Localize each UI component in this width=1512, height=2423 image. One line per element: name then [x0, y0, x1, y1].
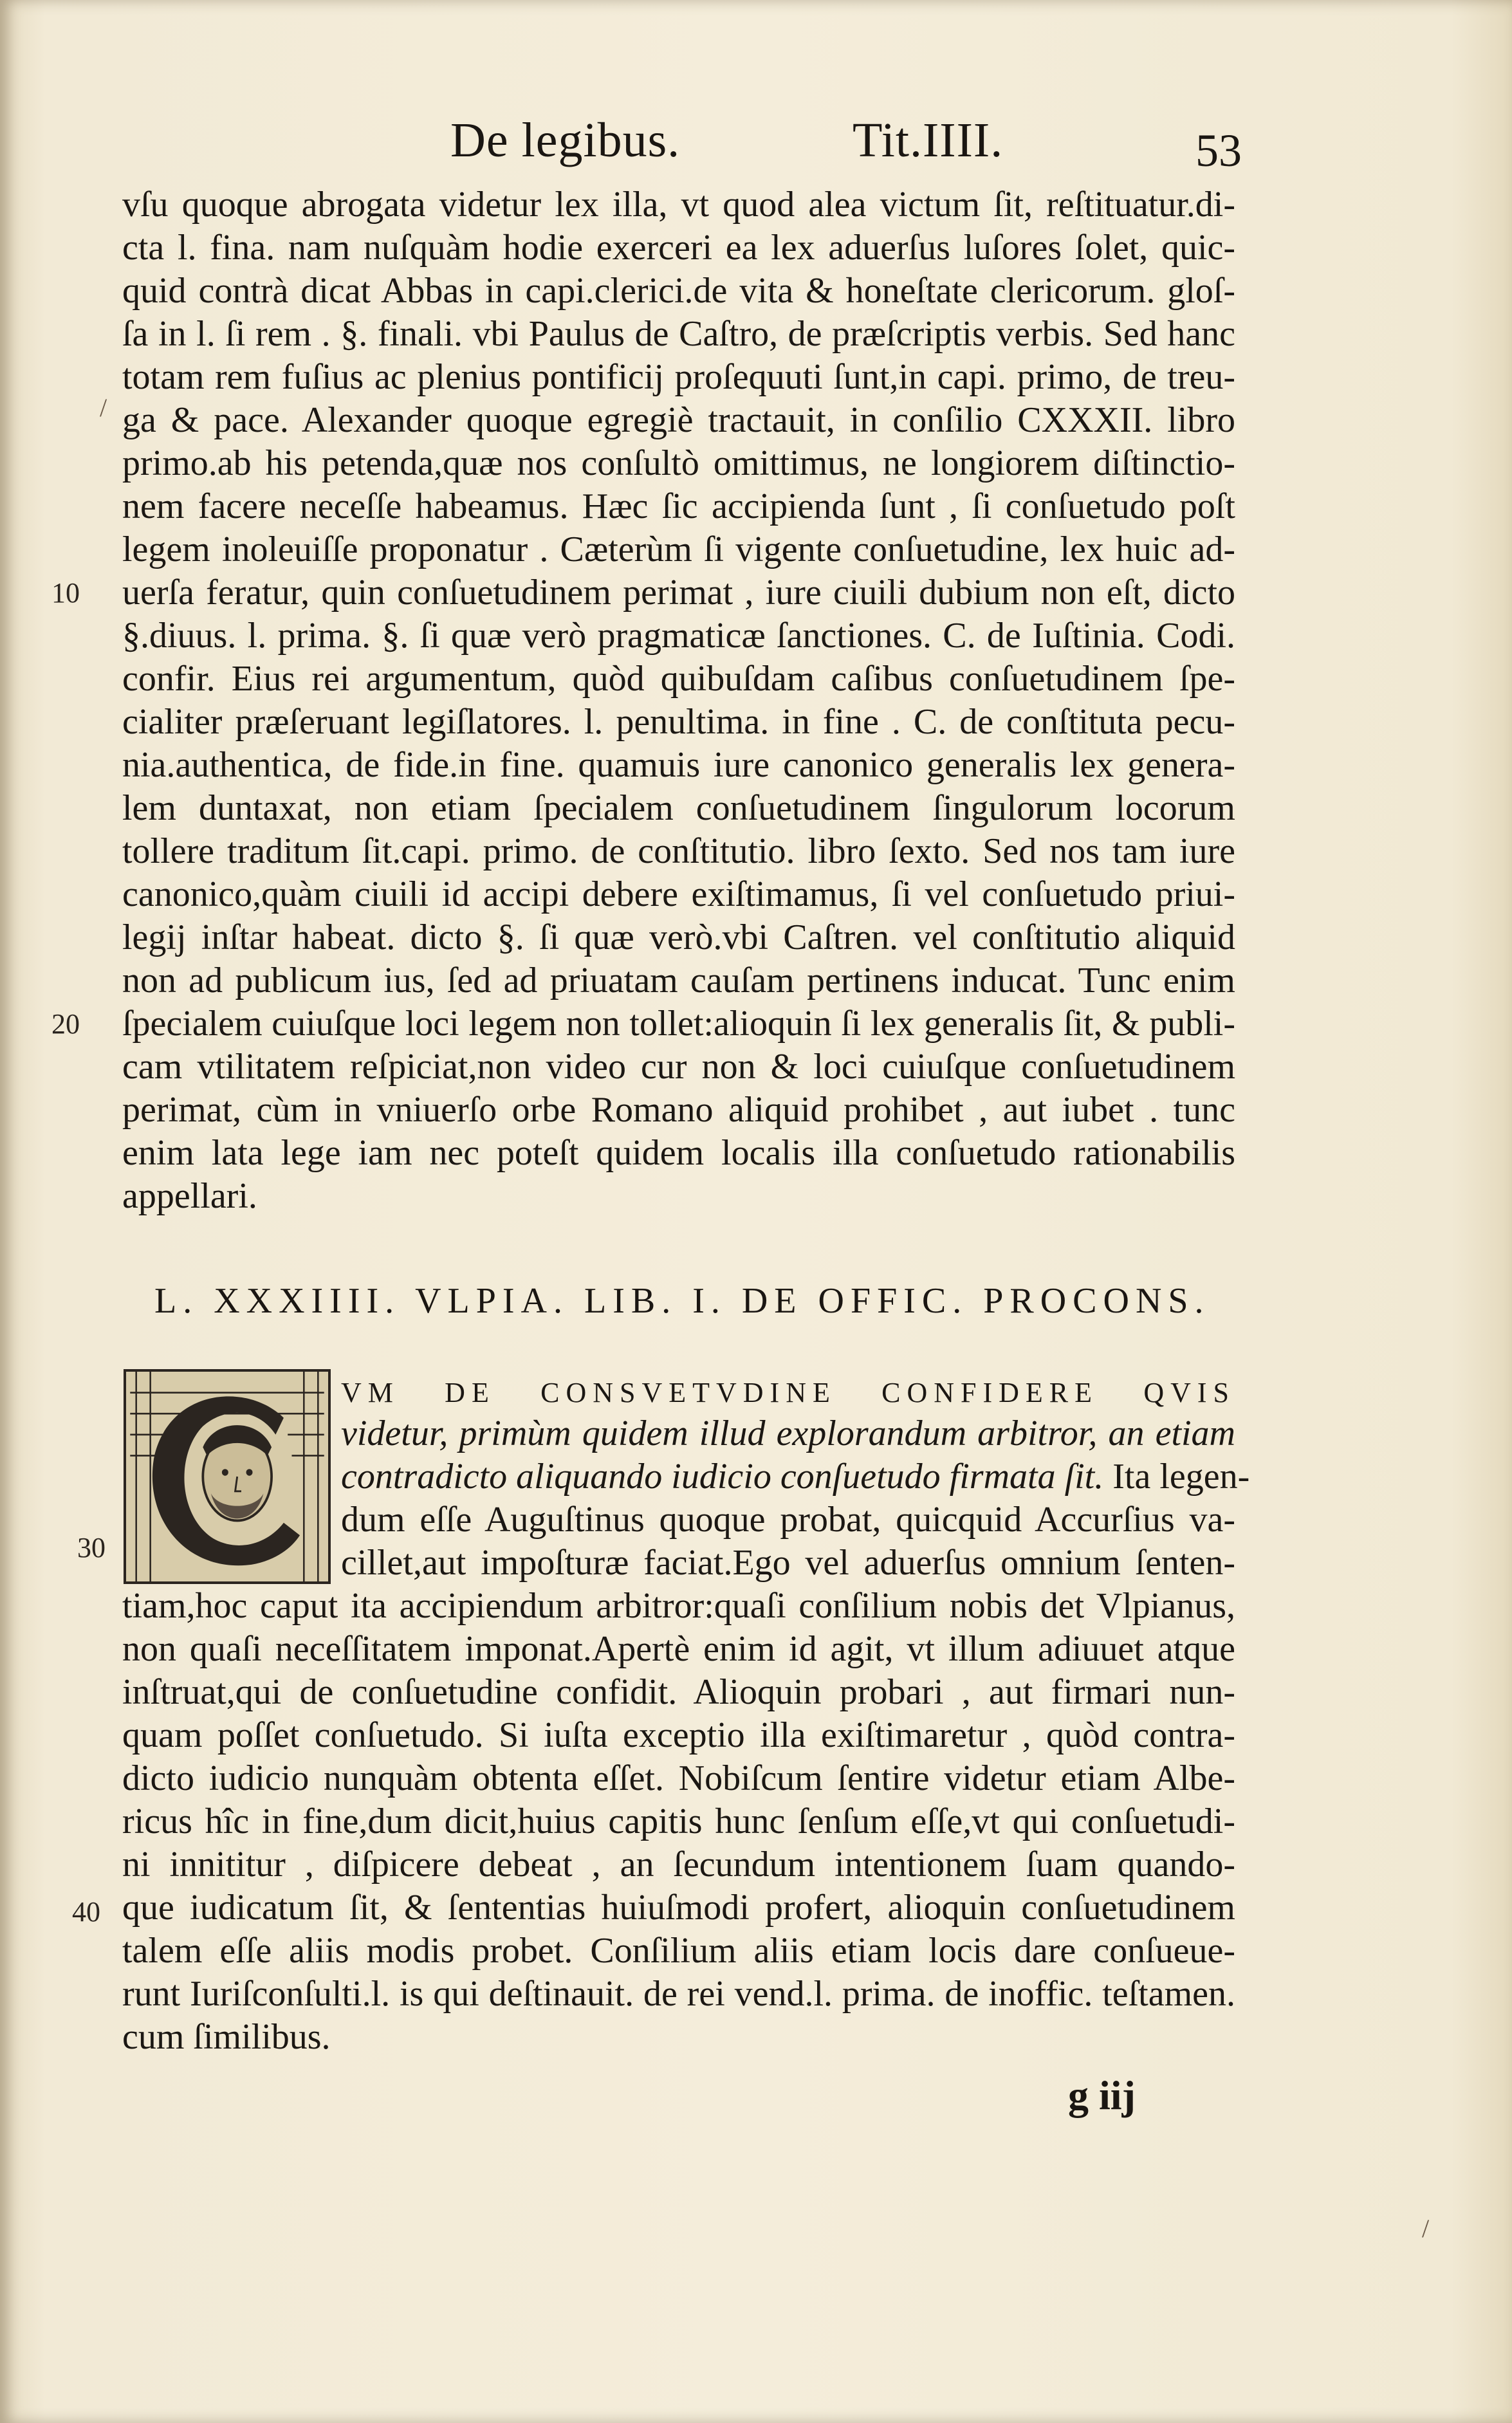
- text-line: [122, 1498, 1235, 1542]
- upper-text-block: [122, 183, 1235, 1218]
- text-line: cialiter præſeruant legiſlatores. l. penultima. in fine . C. de conſtituta pecu-: [122, 702, 1235, 742]
- text-line: appellari.: [122, 1176, 257, 1216]
- section-heading: L. XXXIIII. VLPIA. LIB. I. DE OFFIC. PROCONS.: [154, 1281, 1210, 1321]
- signature-mark: g iij: [1068, 2072, 1136, 2118]
- text-line: [122, 1455, 1250, 1498]
- text-line: cta l. fina. nam nuſquàm hodie exerceri ea lex aduerſus luſores ſolet, quic-: [122, 228, 1235, 268]
- roman-text: dum eſſe Auguſtinus quoque probat, quicquid Accurſius va-: [341, 1500, 1235, 1540]
- text-line: tiam,hoc caput ita accipiendum arbitror:quaſi conſilium nobis det Vlpianus,: [122, 1586, 1235, 1626]
- italic-text: videtur, primùm quidem illud explorandum arbitror, an etiam: [341, 1414, 1235, 1453]
- text-line: enim lata lege iam nec poteſt quidem localis illa conſuetudo rationabilis: [122, 1133, 1235, 1173]
- text-line: lem duntaxat, non etiam ſpecialem conſuetudinem ſingulorum locorum: [122, 788, 1235, 828]
- text-line: uerſa feratur, quin conſuetudinem perimat , iure ciuili dubium non eſt, dicto: [122, 573, 1235, 613]
- line-number-10: 10: [51, 577, 80, 609]
- text-line: dicto iudicio nunquàm obtenta eſſet. Nobiſcum ſentire videtur etiam Albe-: [122, 1758, 1235, 1798]
- text-line: totam rem fuſius ac plenius pontificij proſequuti ſunt,in capi. primo, de treu-: [122, 357, 1235, 397]
- text-line: non ad publicum ius, ſed ad priuatam cauſam pertinens inducat. Tunc enim: [122, 961, 1235, 1000]
- text-line: confir. Eius rei argumentum, quòd quibuſdam caſibus conſuetudinem ſpe-: [122, 659, 1235, 699]
- title-number: Tit.IIII.: [853, 113, 1004, 167]
- text-line: non quaſi neceſſitatem imponat.Apertè enim id agit, vt illum adiuuet atque: [122, 1629, 1235, 1669]
- italic-text: contradicto aliquando iudicio conſuetudo firmata ſit.: [341, 1457, 1104, 1497]
- pen-mark: /: [100, 393, 107, 422]
- text-line: ga & pace. Alexander quoque egregiè tractauit, in conſilio CXXXII. libro: [122, 400, 1235, 440]
- text-line: nem facere neceſſe habeamus. Hæc ſic accipienda ſunt , ſi conſuetudo poſt: [122, 486, 1235, 526]
- text-line: inſtruat,qui de conſuetudine confidit. Alioquin probari , aut firmari nun-: [122, 1672, 1235, 1712]
- text-line: cam vtilitatem reſpiciat,non video cur non & loci cuiuſque conſuetudinem: [122, 1047, 1235, 1087]
- small-caps-text: VM DE CONSVETVDINE CONFIDERE QVIS: [341, 1377, 1235, 1408]
- text-line: cum ſimilibus.: [122, 2017, 331, 2057]
- text-line: legij inſtar habeat. dicto §. ſi quæ verò.vbi Caſtren. vel conſtitutio aliquid: [122, 917, 1235, 957]
- text-line: canonico,quàm ciuili id accipi debere exiſtimamus, ſi vel conſuetudo priui-: [122, 874, 1235, 914]
- text-line: [122, 1369, 1235, 1412]
- running-header: [0, 106, 1512, 177]
- text-line: §.diuus. l. prima. §. ſi quæ verò pragmaticæ ſanctiones. C. de Iuſtinia. Codi.: [122, 616, 1235, 656]
- text-line: ſa in l. ſi rem . §. finali. vbi Paulus de Caſtro, de præſcriptis verbis. Sed hanc: [122, 314, 1235, 354]
- text-line: runt Iuriſconſulti.l. is qui deſtinauit. de rei vend.l. prima. de inoffic. teſtamen.: [122, 1974, 1235, 2014]
- roman-text: cillet,aut impoſturæ faciat.Ego vel aduerſus omnium ſenten-: [341, 1543, 1235, 1583]
- text-line: ſpecialem cuiuſque loci legem non tollet:alioquin ſi lex generalis ſit, & publi-: [122, 1004, 1235, 1044]
- roman-text: Ita legen-: [1103, 1457, 1250, 1497]
- line-number-30: 30: [77, 1532, 106, 1563]
- folio-number: 53: [1195, 125, 1242, 176]
- lower-text-block: [122, 1369, 1250, 2059]
- text-line: nia.authentica, de fide.in fine. quamuis iure canonico generalis lex genera-: [122, 745, 1235, 785]
- text-line: vſu quoque abrogata videtur lex illa, vt quod alea victum ſit, reſtituatur.di-: [122, 185, 1235, 225]
- line-number-40: 40: [72, 1896, 100, 1928]
- line-number-20: 20: [51, 1008, 80, 1040]
- text-line: primo.ab his petenda,quæ nos conſultò omittimus, ne longiorem diſtinctio-: [122, 443, 1235, 483]
- text-line: quid contrà dicat Abbas in capi.clerici.de vita & honeſtate clericorum. gloſ-: [122, 271, 1235, 311]
- text-line: perimat, cùm in vniuerſo orbe Romano aliquid prohibet , aut iubet . tunc: [122, 1090, 1235, 1130]
- running-title: De legibus.: [450, 113, 681, 167]
- text-line: que iudicatum ſit, & ſententias huiuſmodi profert, alioquin conſuetudinem: [122, 1888, 1235, 1928]
- text-line: ni innititur , diſpicere debeat , an ſecundum intentionem ſuam quando-: [122, 1845, 1235, 1884]
- text-line: [122, 1412, 1235, 1455]
- text-line: [122, 1542, 1235, 1585]
- text-line: tollere traditum ſit.capi. primo. de conſtitutio. libro ſexto. Sed nos tam iure: [122, 831, 1235, 871]
- text-line: legem inoleuiſſe proponatur . Cæterùm ſi vigente conſuetudine, lex huic ad-: [122, 530, 1235, 569]
- text-line: ricus hîc in fine,dum dicit,huius capitis hunc ſenſum eſſe,vt qui conſuetudi-: [122, 1801, 1235, 1841]
- text-line: talem eſſe aliis modis probet. Conſilium aliis etiam locis dare conſueue-: [122, 1931, 1235, 1971]
- text-line: quam poſſet conſuetudo. Si iuſta exceptio illa exiſtimaretur , quòd contra-: [122, 1715, 1235, 1755]
- pen-mark: /: [1422, 2214, 1430, 2243]
